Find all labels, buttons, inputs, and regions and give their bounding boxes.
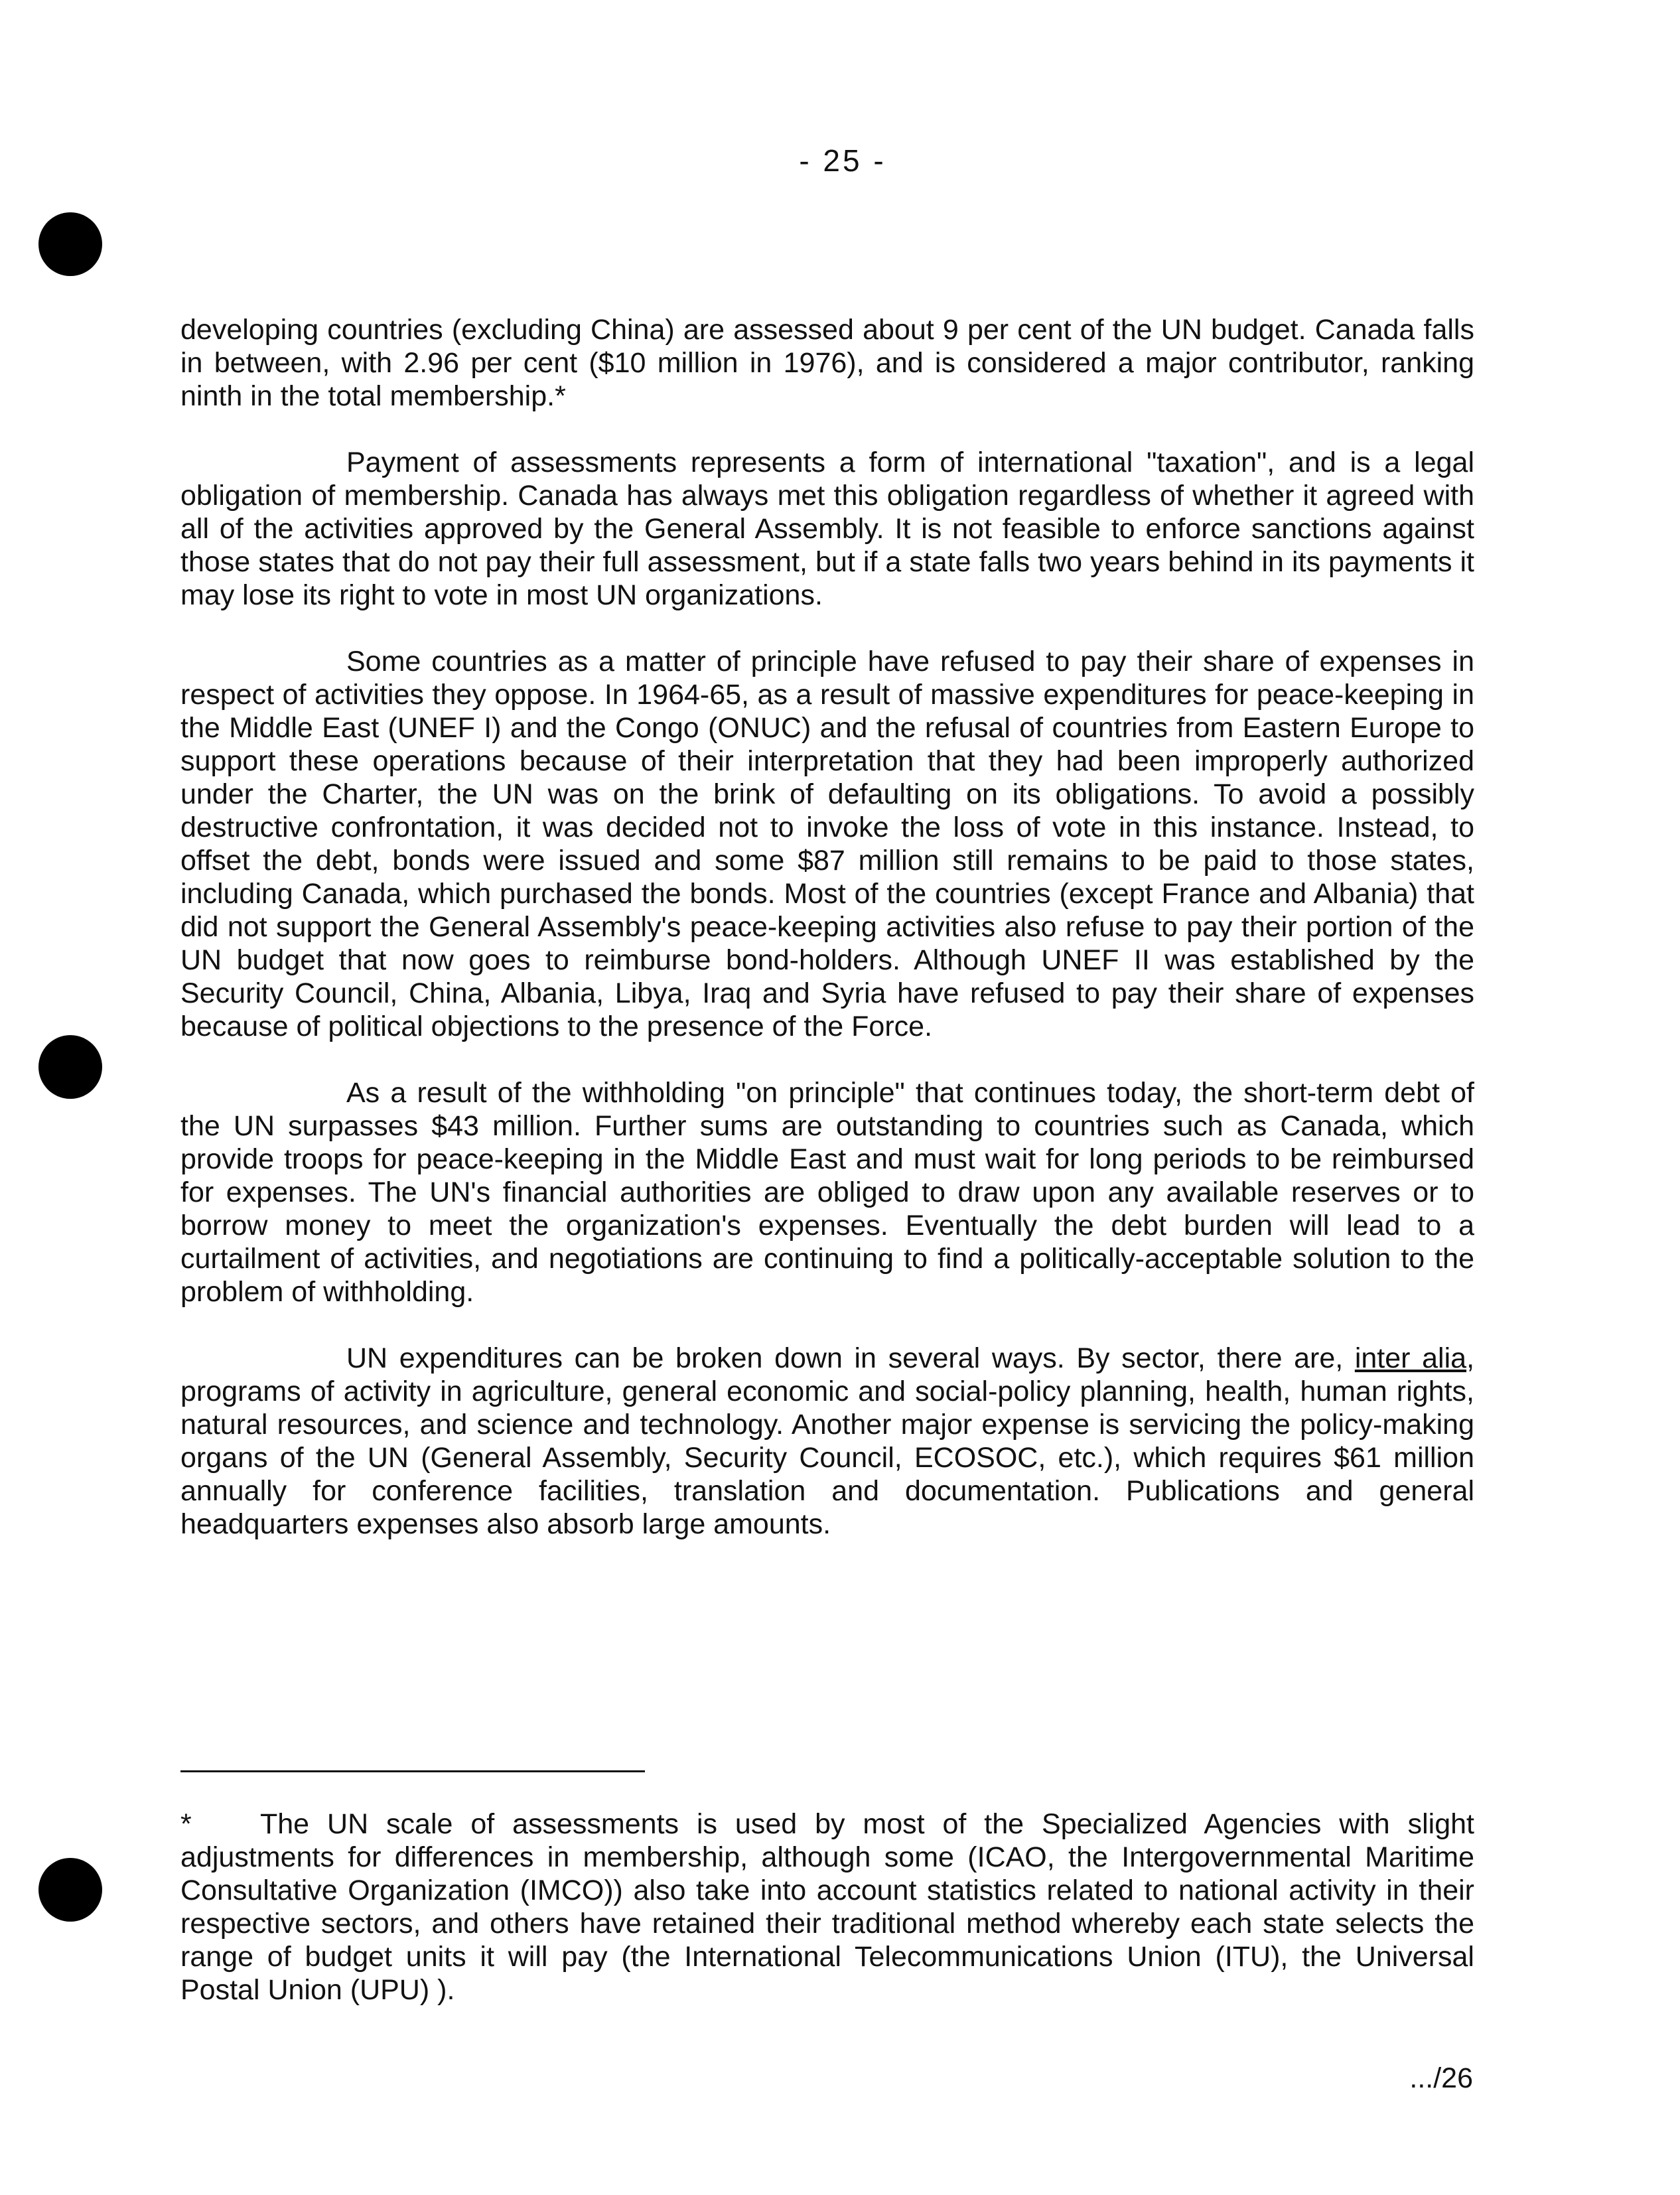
continuation-marker: .../26 — [1409, 2062, 1473, 2094]
footnote-divider — [180, 1770, 645, 1772]
punch-hole-top — [38, 212, 102, 276]
footnote — [180, 1807, 1474, 2040]
footnote-paragraph — [180, 1807, 1474, 2007]
paragraph-withholding: As a result of the withholding "on principle" that continues today, the short-term debt of the UN surpasses $43 million. Further sums are outstanding to countries such as Canada, which provide troops for peace-keeping in the Middle East and must wait for long periods to be reimbursed for expenses. The UN's financial authorities are obliged to draw upon any available reserves or to borrow money to meet the organization's expenses. Eventually the debt burden will lead to a curtailment of activities, and negotiations are continuing to find a politically-acceptable solution to the problem of withholding. — [180, 1077, 1474, 1308]
footnote-marker: * — [180, 1808, 192, 1840]
page-number: - 25 - — [799, 143, 886, 178]
punch-hole-middle — [38, 1035, 102, 1099]
paragraph-expenditures-rest: , programs of activity in agriculture, general economic and social-policy planning, health, human rights, natural resources, and science and technology. Another major expense is servicing the policy-making organs of the UN (General Assembly, Security Council, ECOSOC, etc.), which requires $61 million annually for conference facilities, translation and documentation. Publications and general headquarters expenses also absorb large amounts. — [180, 1342, 1475, 1540]
paragraph-refusal-to-pay: Some countries as a matter of principle have refused to pay their share of expenses in respect of activities they oppose. In 1964-65, as a result of massive expenditures for peace-keeping in the Middle East (UNEF I) and the Congo (ONUC) and the refusal of countries from Eastern Europe to support these operations because of their interpretation that they had been improperly authorized under the Charter, the UN was on the brink of defaulting on its obligations. To avoid a possibly destructive confrontation, it was decided not to invoke the loss of vote in this instance. Instead, to offset the debt, bonds were issued and some $87 million still remains to be paid to those states, including Canada, which purchased the bonds. Most of the countries (except France and Albania) that did not support the General Assembly's peace-keeping activities also refuse to pay their portion of the UN budget that now goes to reimburse bond-holders. Although UNEF II was established by the Security Council, China, Albania, Libya, Iraq and Syria have refused to pay their share of expenses because of political objections to the presence of the Force. — [180, 646, 1474, 1042]
paragraph-taxation: Payment of assessments represents a form of international "taxation", and is a legal obligation of membership. Canada has always met this obligation regardless of whether it agreed with all of the activities approved by the General Assembly. It is not feasible to enforce sanctions against those states that do not pay their full assessment, but if a state falls two years behind in its payments it may lose its right to vote in most UN organizations. — [180, 447, 1474, 611]
paragraph-expenditures-start: UN expenditures can be broken down in several ways. By sector, there are, — [346, 1342, 1344, 1374]
inter-alia-emphasis: inter alia — [1354, 1342, 1467, 1374]
paragraph-assessment-shares: developing countries (excluding China) are assessed about 9 per cent of the UN budget. Canada falls in between, with 2.96 per cent ($10 million in 1976), and is considered a major contributor, ranking ninth in the total membership.* — [180, 314, 1474, 412]
footnote-text: The UN scale of assessments is used by most of the Specialized Agencies with slight adjustments for differences in membership, although some (ICAO, the Intergovernmental Maritime Consultative Organization (IMCO)) also take into account statistics related to national activity in their respective sectors, and others have retained their traditional method whereby each state selects the range of budget units it will pay (the International Telecommunications Union (ITU), the Universal Postal Union (UPU) ). — [180, 1808, 1474, 2006]
punch-hole-bottom — [38, 1858, 102, 1922]
main-text — [180, 313, 1474, 1574]
paragraph-expenditures — [180, 1342, 1474, 1541]
